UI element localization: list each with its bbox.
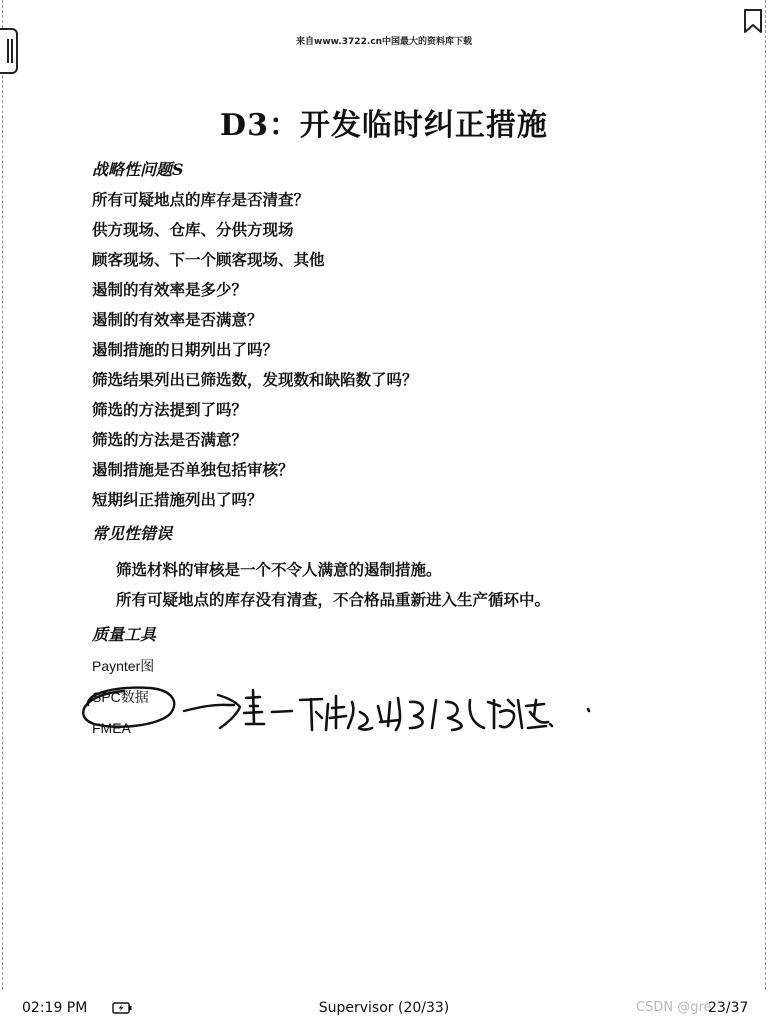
strategic-question: 所有可疑地点的库存是否清查？ <box>92 190 310 209</box>
quality-tool-item: Paynter图 <box>92 658 155 674</box>
clock-time: 02:19 PM <box>22 1000 88 1016</box>
status-bar <box>0 994 768 1024</box>
common-error-item: 筛选材料的审核是一个不令人满意的遏制措施。 <box>116 560 442 579</box>
circle-mark <box>83 688 174 727</box>
watermark-text: CSDN @gre <box>636 1000 712 1015</box>
common-errors-heading: 常见性错误 <box>92 524 173 543</box>
strategic-question: 筛选结果列出已筛选数，发现数和缺陷数了吗？ <box>92 370 418 389</box>
common-error-item: 所有可疑地点的库存没有清查，不合格品重新进入生产循环中。 <box>116 590 551 609</box>
quality-tools-heading: 质量工具 <box>92 625 157 644</box>
handwritten-note <box>244 690 589 730</box>
strategic-question: 供方现场、仓库、分供方现场 <box>92 220 294 239</box>
strategic-question: 遏制措施的日期列出了吗？ <box>92 340 279 359</box>
strategic-question: 筛选的方法是否满意？ <box>92 430 248 449</box>
quality-tool-item: FMEA <box>92 720 131 736</box>
strategic-question: 短期纠正措施列出了吗？ <box>92 490 263 509</box>
arrow-stroke <box>184 695 240 728</box>
quality-tool-item: SPC数据 <box>92 689 149 705</box>
strategic-question: 筛选的方法提到了吗？ <box>92 400 248 419</box>
strategic-heading: 战略性问题S <box>92 160 184 179</box>
source-note: 来自www.3722.cn中国最大的资料库下载 <box>296 37 472 47</box>
strategic-question: 遏制措施是否单独包括审核？ <box>92 460 294 479</box>
strategic-question: 遏制的有效率是多少？ <box>92 280 248 299</box>
page-title: D3：开发临时纠正措施 <box>220 108 548 143</box>
strategic-question: 遏制的有效率是否满意？ <box>92 310 263 329</box>
document-name: Supervisor (20/33) <box>318 1000 450 1016</box>
page-counter: 23/37 <box>708 1000 749 1016</box>
strategic-question: 顾客现场、下一个顾客现场、其他 <box>92 250 325 269</box>
